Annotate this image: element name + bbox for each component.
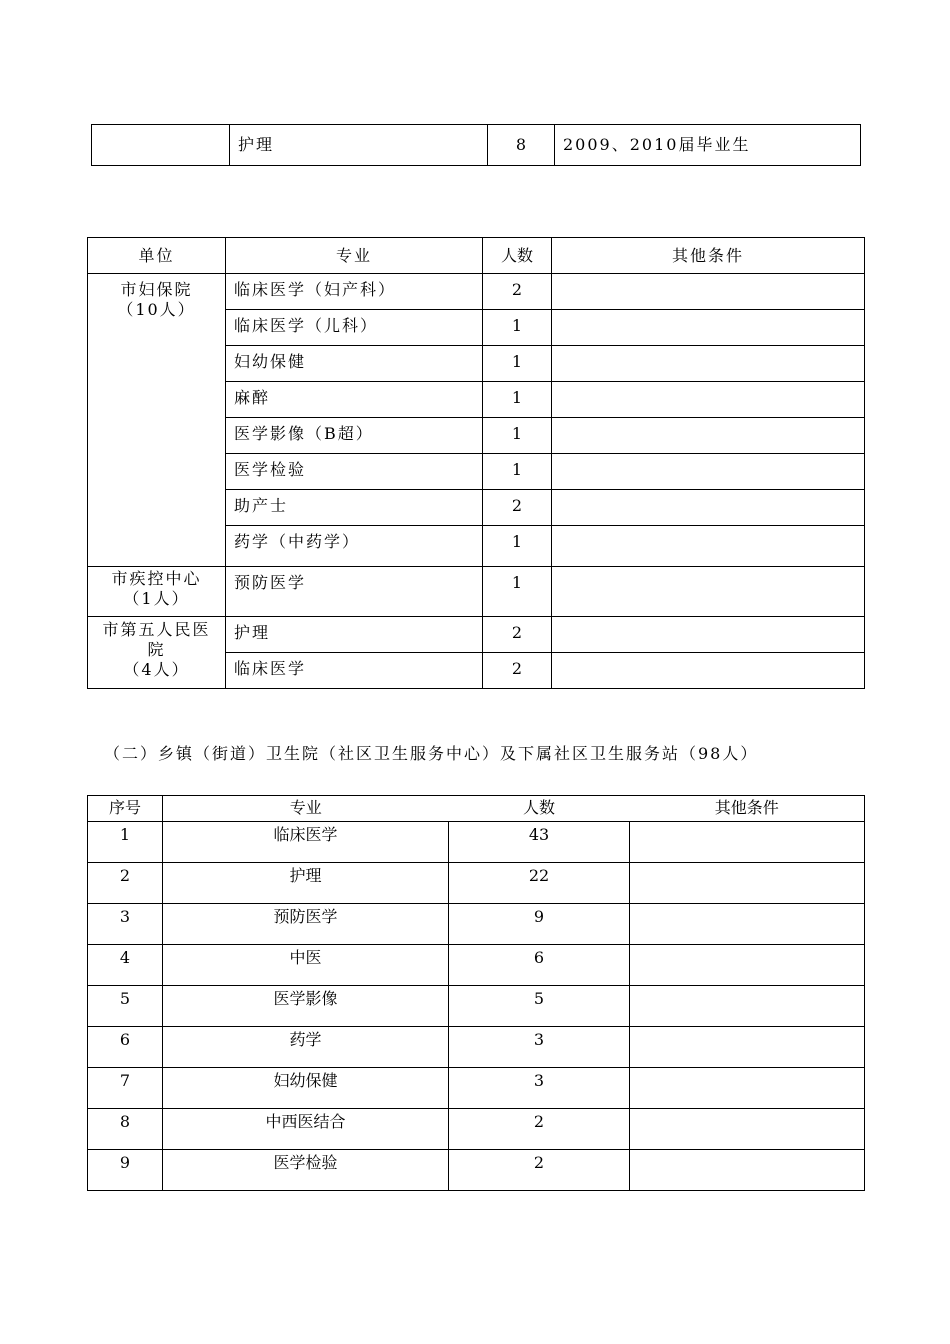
unit-total: （10人） bbox=[117, 300, 196, 319]
table-row bbox=[88, 1068, 865, 1109]
seq-cell: 3 bbox=[88, 904, 163, 945]
count-cell: 2 bbox=[483, 653, 552, 689]
major-cell: 预防医学 bbox=[163, 904, 449, 945]
conditions-cell bbox=[552, 454, 865, 490]
table-header-row bbox=[88, 796, 865, 822]
count-cell: 8 bbox=[488, 125, 555, 166]
unit-total: （4人） bbox=[123, 660, 190, 679]
seq-cell: 5 bbox=[88, 986, 163, 1027]
count-cell: 1 bbox=[483, 567, 552, 617]
conditions-cell bbox=[552, 382, 865, 418]
unit-name: 市疾控中心 bbox=[111, 569, 202, 588]
table-row bbox=[88, 274, 865, 310]
conditions-cell bbox=[630, 1150, 865, 1191]
continuation-table bbox=[91, 124, 861, 166]
unit-name: 市妇保院 bbox=[120, 280, 193, 299]
unit-name-cont: 院 bbox=[147, 640, 166, 659]
unit-total: （1人） bbox=[123, 589, 190, 608]
major-cell: 中医 bbox=[163, 945, 449, 986]
table-header-row bbox=[88, 238, 865, 274]
count-cell: 2 bbox=[483, 617, 552, 653]
major-cell: 医学检验 bbox=[226, 454, 483, 490]
major-cell: 麻醉 bbox=[226, 382, 483, 418]
major-cell: 临床医学（妇产科） bbox=[226, 274, 483, 310]
major-cell: 临床医学 bbox=[163, 822, 449, 863]
count-cell: 43 bbox=[449, 822, 630, 863]
conditions-cell bbox=[630, 986, 865, 1027]
conditions-cell bbox=[552, 526, 865, 567]
header-unit: 单位 bbox=[88, 238, 226, 274]
header-count: 人数 bbox=[483, 238, 552, 274]
table-row bbox=[88, 1150, 865, 1191]
count-cell: 3 bbox=[449, 1027, 630, 1068]
conditions-cell bbox=[630, 1027, 865, 1068]
conditions-cell bbox=[630, 863, 865, 904]
township-table bbox=[87, 795, 865, 1191]
conditions-cell bbox=[552, 418, 865, 454]
header-major: 专业 bbox=[163, 796, 449, 822]
major-cell: 妇幼保健 bbox=[226, 346, 483, 382]
section-heading: （二）乡镇（街道）卫生院（社区卫生服务中心）及下属社区卫生服务站（98人） bbox=[104, 744, 759, 763]
unit-cell bbox=[92, 125, 230, 166]
major-cell: 妇幼保健 bbox=[163, 1068, 449, 1109]
conditions-cell bbox=[630, 945, 865, 986]
table-row bbox=[88, 945, 865, 986]
conditions-cell bbox=[552, 653, 865, 689]
unit-name: 市第五人民医 bbox=[102, 620, 211, 639]
header-seq: 序号 bbox=[88, 796, 163, 822]
seq-cell: 1 bbox=[88, 822, 163, 863]
conditions-cell: 2009、2010届毕业生 bbox=[555, 125, 861, 166]
major-cell: 药学 bbox=[163, 1027, 449, 1068]
seq-cell: 6 bbox=[88, 1027, 163, 1068]
count-cell: 1 bbox=[483, 526, 552, 567]
major-cell: 医学影像 bbox=[163, 986, 449, 1027]
conditions-cell bbox=[552, 274, 865, 310]
seq-cell: 7 bbox=[88, 1068, 163, 1109]
header-conditions: 其他条件 bbox=[630, 796, 865, 822]
conditions-cell bbox=[552, 346, 865, 382]
conditions-cell bbox=[630, 822, 865, 863]
header-count: 人数 bbox=[449, 796, 630, 822]
count-cell: 2 bbox=[449, 1109, 630, 1150]
count-cell: 2 bbox=[483, 490, 552, 526]
table-row bbox=[88, 617, 865, 653]
city-units-table bbox=[87, 237, 865, 689]
conditions-cell bbox=[630, 904, 865, 945]
major-cell: 临床医学（儿科） bbox=[226, 310, 483, 346]
major-cell: 中西医结合 bbox=[163, 1109, 449, 1150]
conditions-cell bbox=[552, 490, 865, 526]
unit-cell bbox=[88, 567, 226, 617]
major-cell: 护理 bbox=[163, 863, 449, 904]
count-cell: 1 bbox=[483, 346, 552, 382]
major-cell: 医学影像（B超） bbox=[226, 418, 483, 454]
conditions-cell bbox=[630, 1068, 865, 1109]
count-cell: 2 bbox=[483, 274, 552, 310]
major-cell: 助产士 bbox=[226, 490, 483, 526]
conditions-cell bbox=[630, 1109, 865, 1150]
table-row bbox=[88, 1027, 865, 1068]
unit-cell bbox=[88, 274, 226, 567]
count-cell: 1 bbox=[483, 310, 552, 346]
count-cell: 6 bbox=[449, 945, 630, 986]
major-cell: 医学检验 bbox=[163, 1150, 449, 1191]
major-cell: 药学（中药学） bbox=[226, 526, 483, 567]
count-cell: 2 bbox=[449, 1150, 630, 1191]
table-row bbox=[88, 567, 865, 617]
seq-cell: 2 bbox=[88, 863, 163, 904]
table-row bbox=[88, 822, 865, 863]
conditions-cell bbox=[552, 310, 865, 346]
table-row bbox=[88, 904, 865, 945]
conditions-cell bbox=[552, 617, 865, 653]
table-row bbox=[88, 863, 865, 904]
major-cell: 预防医学 bbox=[226, 567, 483, 617]
table-row bbox=[88, 1109, 865, 1150]
conditions-cell bbox=[552, 567, 865, 617]
seq-cell: 9 bbox=[88, 1150, 163, 1191]
count-cell: 1 bbox=[483, 382, 552, 418]
seq-cell: 4 bbox=[88, 945, 163, 986]
header-major: 专业 bbox=[226, 238, 483, 274]
count-cell: 22 bbox=[449, 863, 630, 904]
major-cell: 护理 bbox=[230, 125, 488, 166]
unit-cell bbox=[88, 617, 226, 689]
table-row bbox=[88, 986, 865, 1027]
count-cell: 5 bbox=[449, 986, 630, 1027]
count-cell: 9 bbox=[449, 904, 630, 945]
count-cell: 3 bbox=[449, 1068, 630, 1109]
seq-cell: 8 bbox=[88, 1109, 163, 1150]
count-cell: 1 bbox=[483, 418, 552, 454]
table-row bbox=[92, 125, 861, 166]
header-conditions: 其他条件 bbox=[552, 238, 865, 274]
major-cell: 护理 bbox=[226, 617, 483, 653]
major-cell: 临床医学 bbox=[226, 653, 483, 689]
count-cell: 1 bbox=[483, 454, 552, 490]
